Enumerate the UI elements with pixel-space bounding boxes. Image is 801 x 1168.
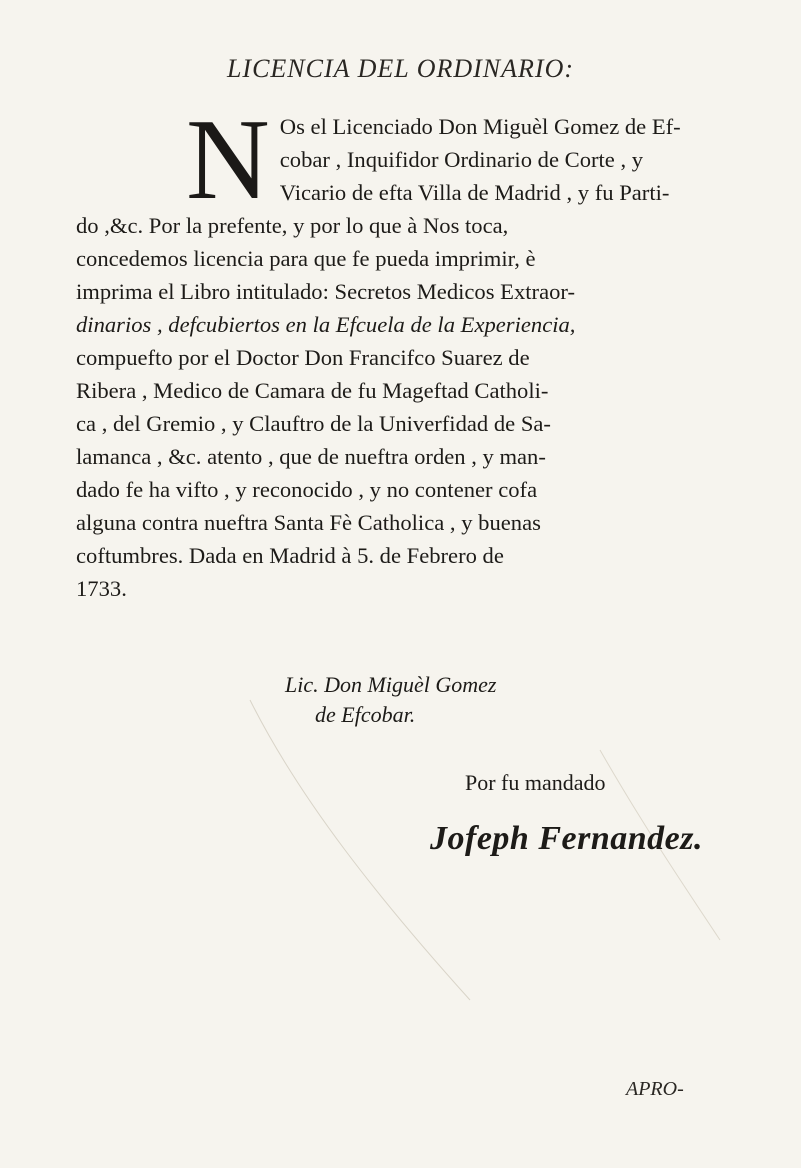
body-line: concedemos licencia para que fe pueda imprimir, è [76, 246, 536, 271]
signature-surname: de Efcobar. [315, 702, 416, 727]
secretary-name: Jofeph Fernandez. [430, 820, 703, 857]
catchword: APRO- [626, 1078, 684, 1100]
body-line: coftumbres. Dada en Madrid à 5. de Febrero de [76, 543, 504, 568]
body-line: alguna contra nueftra Santa Fè Catholica , y buenas [76, 510, 541, 535]
ordinary-signature [285, 670, 496, 730]
body-line: compuefto por el Doctor Don Francifco Suarez de [76, 345, 530, 370]
body-line: do ,&c. Por la prefente, y por lo que à Nos toca, [76, 213, 509, 238]
license-body [76, 96, 772, 605]
body-line: Ribera , Medico de Camara de fu Mageftad Catholi- [76, 378, 549, 403]
body-line: 1733. [76, 576, 127, 601]
by-order-text: Por fu mandado [465, 770, 606, 795]
drop-cap: N [186, 96, 270, 224]
body-line: Vicario de efta Villa de Madrid , y fu Parti- [279, 180, 670, 205]
body-line: imprima el Libro intitulado: Secretos Medicos Extraor- [76, 279, 575, 304]
signature-name: Lic. Don Miguèl Gomez [285, 672, 497, 697]
body-line: ca , del Gremio , y Clauftro de la Univerfidad de Sa- [76, 411, 551, 436]
license-title: LICENCIA DEL ORDINARIO: [226, 54, 575, 83]
body-line: Os el Licenciado Don Miguèl Gomez de Ef- [279, 114, 681, 139]
body-line: lamanca , &c. atento , que de nueftra orden , y man- [76, 444, 546, 469]
body-line: dado fe ha vifto , y reconocido , y no contener cofa [76, 477, 538, 502]
body-line: dinarios , defcubiertos en la Efcuela de la Experiencia, [76, 312, 576, 337]
body-line: cobar , Inquifidor Ordinario de Corte , y [279, 147, 644, 172]
